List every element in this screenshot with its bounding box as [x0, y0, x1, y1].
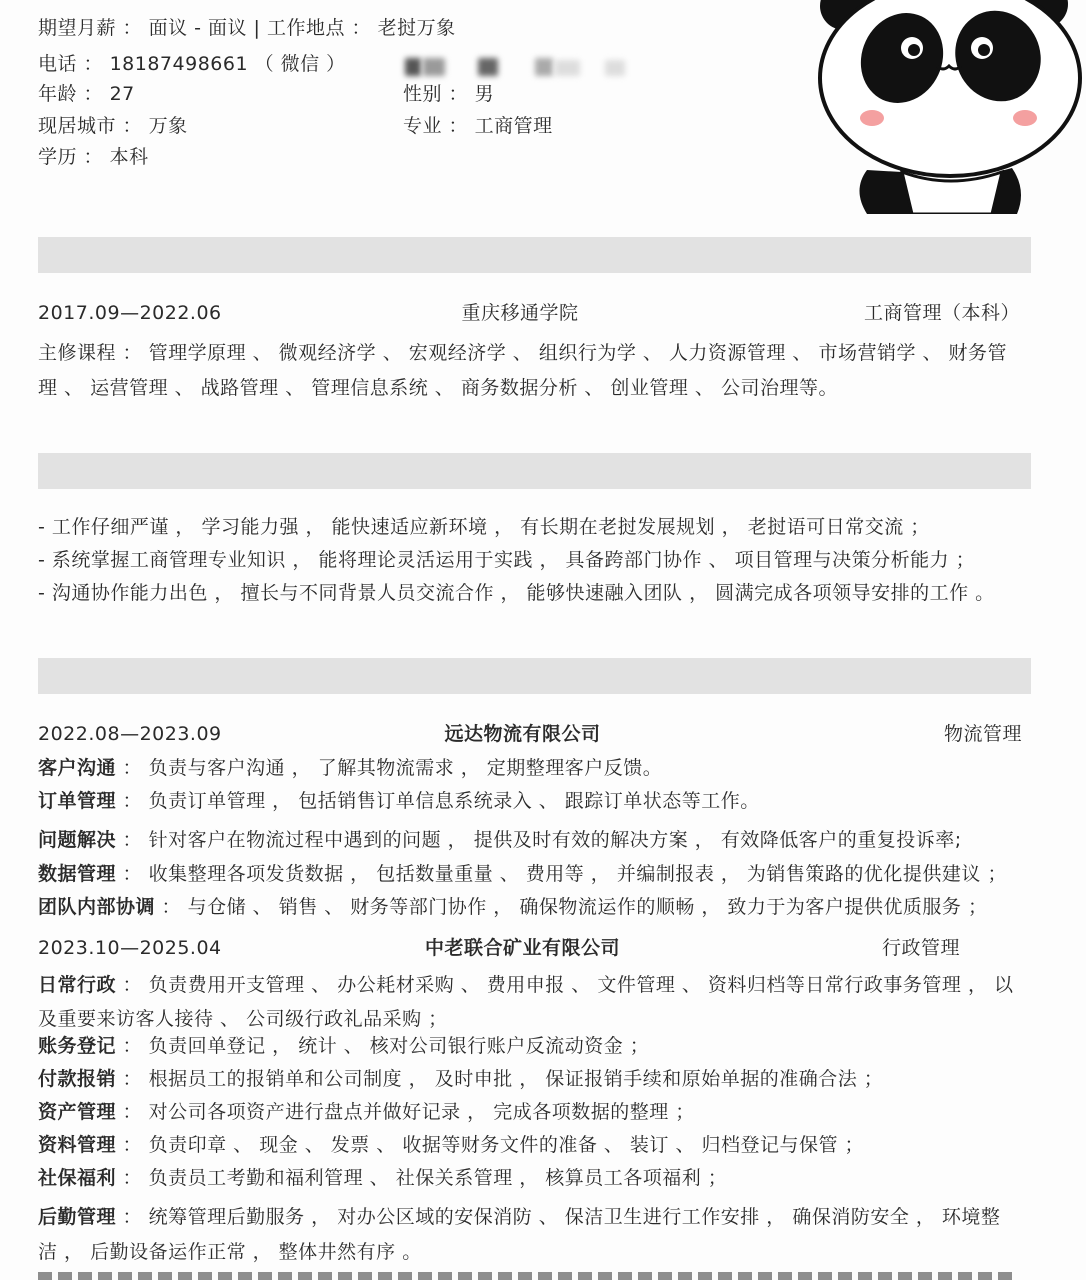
- duty-label: 数据管理: [38, 863, 117, 885]
- edu-courses: 主修课程 ： 管理学原理 、 微观经济学 、 宏观经济学 、 组织行为学 、 人力资源管理 、 市场营销学 、 财务管: [38, 342, 1008, 364]
- job1-company: 远达物流有限公司: [444, 723, 601, 745]
- duty-text: 负责费用开支管理 、 办公耗材采购 、 费用申报 、 文件管理 、 资料归档等日常行政事务管理 ， 以: [148, 974, 1014, 996]
- job2-duty: 社保福利 ： 负责员工考勤和福利管理 、 社保关系管理 ， 核算员工各项福利 ；: [38, 1167, 728, 1189]
- duty-text: 负责印章 、 现金 、 发票 、 收据等财务文件的准备 、 装订 、 归档登记与保管 ；: [148, 1134, 865, 1156]
- job1-position: 物流管理: [943, 723, 1022, 745]
- job2-duty-cont: 洁 ， 后勤设备运作正常 ， 整体井然有序 。: [38, 1241, 422, 1263]
- eval-item: - 系统掌握工商管理专业知识 ， 能将理论灵活运用于实践 ， 具备跨部门协作 、 项目管理与决策分析能力 ；: [38, 549, 976, 571]
- job2-duty: 资料管理 ： 负责印章 、 现金 、 发票 、 收据等财务文件的准备 、 装订 、 归档登记与保管 ；: [38, 1134, 865, 1156]
- duty-label: 资料管理: [38, 1134, 117, 1156]
- duty-text: 负责回单登记 ， 统计 、 核对公司银行账户反流动资金 ；: [148, 1035, 650, 1057]
- section-header-education: [38, 237, 1031, 273]
- job2-company: 中老联合矿业有限公司: [424, 937, 620, 959]
- eval-item: - 工作仔细严谨 ， 学习能力强 ， 能快速适应新环境 ， 有长期在老挝发展规划 ， 老挝语可日常交流 ；: [38, 516, 930, 538]
- duty-text: 与仓储 、 销售 、 财务等部门协作 ， 确保物流运作的顺畅 ， 致力于为客户提供优质服务 ；: [187, 896, 988, 918]
- current-city: 现居城市 ： 万象: [38, 115, 188, 137]
- job2-period: 2023.10—2025.04: [38, 937, 222, 959]
- job2-duty-cont: 及重要来访客人接待 、 公司级行政礼品采购 ；: [38, 1008, 448, 1030]
- job1-duty: 问题解决 ： 针对客户在物流过程中遇到的问题 ， 提供及时有效的解决方案 ， 有效降低客户的重复投诉率;: [38, 829, 962, 851]
- cut-off-line: [38, 1272, 1018, 1280]
- job1-duty: 数据管理 ： 收集整理各项发货数据 ， 包括数量重量 、 费用等 ， 并编制报表 ， 为销售策路的优化提供建议 ；: [38, 863, 1007, 885]
- duty-label: 客户沟通: [38, 757, 117, 779]
- duty-label: 资产管理: [38, 1101, 117, 1123]
- duty-text: 统筹管理后勤服务 ， 对办公区域的安保消防 、 保洁卫生进行工作安排 ， 确保消防安全 ， 环境整: [148, 1206, 1001, 1228]
- duty-label: 问题解决: [38, 829, 117, 851]
- job2-duty: 日常行政 ： 负责费用开支管理 、 办公耗材采购 、 费用申报 、 文件管理 、 资料归档等日常行政事务管理 ， 以: [38, 974, 1014, 996]
- job1-duty: 客户沟通 ： 负责与客户沟通 ， 了解其物流需求 ， 定期整理客户反馈。: [38, 757, 663, 779]
- duty-text: 负责订单管理 ， 包括销售订单信息系统录入 、 跟踪订单状态等工作。: [148, 790, 760, 812]
- duty-label: 团队内部协调: [38, 896, 156, 918]
- job2-duty: 后勤管理 ： 统筹管理后勤服务 ， 对办公区域的安保消防 、 保洁卫生进行工作安排 ， 确保消防安全 ， 环境整: [38, 1206, 1001, 1228]
- duty-label: 订单管理: [38, 790, 117, 812]
- duty-text: 对公司各项资产进行盘点并做好记录 ， 完成各项数据的整理 ；: [148, 1101, 695, 1123]
- major: 专业 ： 工商管理: [403, 115, 553, 137]
- edu-degree: 工商管理（本科）: [863, 302, 1020, 324]
- duty-label: 付款报销: [38, 1068, 117, 1090]
- job1-duty: 订单管理 ： 负责订单管理 ， 包括销售订单信息系统录入 、 跟踪订单状态等工作。: [38, 790, 760, 812]
- phone: 电话 ： 18187498661 （ 微信 ）: [38, 53, 346, 75]
- duty-text: 收集整理各项发货数据 ， 包括数量重量 、 费用等 ， 并编制报表 ， 为销售策路的优化提供建议 ；: [148, 863, 1007, 885]
- eval-item: - 沟通协作能力出色 ， 擅长与不同背景人员交流合作 ， 能够快速融入团队 ， 圆满完成各项领导安排的工作 。: [38, 582, 995, 604]
- panda-sticker: [812, 0, 1086, 214]
- duty-text: 针对客户在物流过程中遇到的问题 ， 提供及时有效的解决方案 ， 有效降低客户的重复投诉率;: [148, 829, 962, 851]
- duty-label: 日常行政: [38, 974, 117, 996]
- job2-duty: 资产管理 ： 对公司各项资产进行盘点并做好记录 ， 完成各项数据的整理 ；: [38, 1101, 695, 1123]
- age: 年龄 ： 27: [38, 83, 135, 105]
- gender: 性别 ： 男: [403, 83, 495, 105]
- job1-duty: 团队内部协调 ： 与仓储 、 销售 、 财务等部门协作 ， 确保物流运作的顺畅 ， 致力于为客户提供优质服务 ；: [38, 896, 988, 918]
- duty-text: 负责与客户沟通 ， 了解其物流需求 ， 定期整理客户反馈。: [148, 757, 663, 779]
- duty-text: 负责员工考勤和福利管理 、 社保关系管理 ， 核算员工各项福利 ；: [148, 1167, 728, 1189]
- section-header-self-evaluation: [38, 453, 1031, 489]
- edu-school: 重庆移通学院: [461, 302, 579, 324]
- edu-courses-cont: 理 、 运营管理 、 战路管理 、 管理信息系统 、 商务数据分析 、 创业管理 、 公司治理等。: [38, 377, 838, 399]
- duty-label: 社保福利: [38, 1167, 117, 1189]
- job2-duty: 账务登记 ： 负责回单登记 ， 统计 、 核对公司银行账户反流动资金 ；: [38, 1035, 650, 1057]
- section-header-work-experience: [38, 658, 1031, 694]
- job2-duty: 付款报销 ： 根据员工的报销单和公司制度 ， 及时申批 ， 保证报销手续和原始单据的准确合法 ；: [38, 1068, 884, 1090]
- edu-period: 2017.09—2022.06: [38, 302, 222, 324]
- job1-period: 2022.08—2023.09: [38, 723, 222, 745]
- job2-position: 行政管理: [882, 937, 961, 959]
- duty-label: 账务登记: [38, 1035, 117, 1057]
- expected-salary-location: 期望月薪 ： 面议 - 面议 | 工作地点 ： 老挝万象: [38, 17, 456, 39]
- education: 学历 ： 本科: [38, 146, 149, 168]
- duty-text: 根据员工的报销单和公司制度 ， 及时申批 ， 保证报销手续和原始单据的准确合法 ；: [148, 1068, 884, 1090]
- duty-label: 后勤管理: [38, 1206, 117, 1228]
